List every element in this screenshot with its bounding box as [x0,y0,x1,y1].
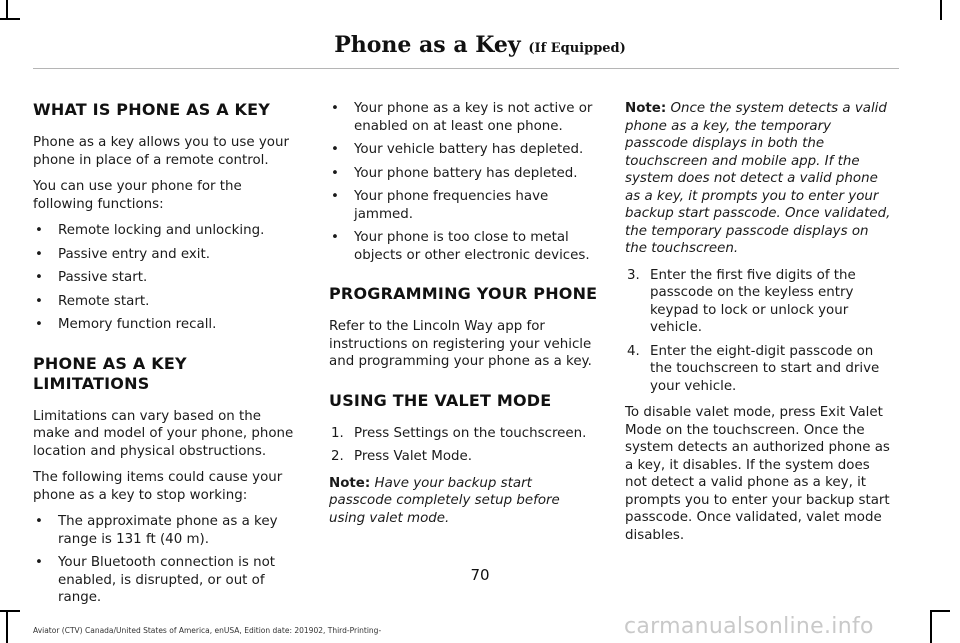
note-label: Note: [625,101,667,116]
watermark: carmanualsonline.info [624,614,874,639]
crop-mark-top-left-h [0,18,20,20]
footer-edition-info: Aviator (CTV) Canada/United States of America, enUSA, Edition date: 201902, Third-Printing- [33,626,382,635]
valet-steps-list [329,425,598,466]
list-item: • Your vehicle battery has depleted. [331,142,584,157]
column-middle [329,100,598,536]
functions-list [33,222,302,334]
crop-mark-top-right-v [940,0,942,20]
crop-mark-bottom-left-h [0,610,20,612]
crop-mark-top-left-v [6,0,8,20]
note [329,475,598,528]
list-item: • Your Bluetooth connection is not enabled, is disrupted, or out of range. [35,555,276,605]
valet-steps-list-continued [625,267,894,396]
paragraph: To disable valet mode, press Exit Valet Mode on the touchscreen. Once the system detects an authorized phone as a key, it disables. If the system does not detect a valid phone as a key, it prompts you to enter your backup start passcode. Once validated, valet mode disables. [625,405,890,543]
limitations-list [33,513,302,607]
header-divider [33,68,899,69]
section-heading-programming: PROGRAMMING YOUR PHONE [329,284,598,303]
crop-mark-bottom-left-v [6,610,8,643]
list-item: • Passive start. [35,270,148,285]
crop-mark-bottom-right-h [930,610,950,612]
list-item: • Passive entry and exit. [35,246,211,262]
section-heading-valet-mode: USING THE VALET MODE [329,390,552,410]
list-item: • Remote start. [35,293,150,309]
column-right [625,100,894,553]
paragraph: Limitations can vary based on the make and model of your phone, phone location and physical obstructions. [33,408,294,459]
page-title: Phone as a Key [334,32,521,58]
step-item: 1. Press Settings on the touchscreen. [331,425,587,441]
note-label: Note: [329,475,371,491]
section-heading-what-is: WHAT IS PHONE AS A KEY [33,100,271,119]
list-item: • Your phone is too close to metal objects or other electronic devices. [331,230,590,263]
section-heading-limitations: PHONE AS A KEY LIMITATIONS [33,353,187,393]
note-text: Once the system detects a valid phone as a key, the temporary passcode displays in both the touchscreen and mobile app. If the system does not detect a valid phone as a key, it prompts you to enter your backup start passcode. Once validated, the temporary passcode displays on the touchscreen. [625,101,891,256]
limitations-list-continued [329,100,598,264]
note [625,100,894,258]
step-item: 3. Enter the first five digits of the passcode on the keyless entry keypad to lock or unlock your vehicle. [627,267,856,335]
list-item: • Your phone battery has depleted. [331,165,578,181]
page-number: 70 [470,566,490,584]
page-header [0,32,960,58]
column-left [33,100,302,616]
list-item: • Your phone frequencies have jammed. [331,189,549,222]
paragraph: Phone as a key allows you to use your phone in place of a remote control. [33,135,289,168]
paragraph: Refer to the Lincoln Way app for instructions on registering your vehicle and programming your phone as a key. [329,319,592,369]
page-title-qualifier: (If Equipped) [528,41,626,56]
list-item: • Your phone as a key is not active or enabled on at least one phone. [331,101,593,134]
list-item: • Remote locking and unlocking. [35,223,265,238]
paragraph: You can use your phone for the following functions: [33,179,242,212]
note-text: Have your backup start passcode completely setup before using valet mode. [329,475,560,526]
crop-mark-bottom-right-v [930,610,932,643]
list-item: • The approximate phone as a key range is 131 ft (40 m). [35,514,278,547]
list-item: • Memory function recall. [35,317,217,332]
step-item: 2. Press Valet Mode. [331,449,473,464]
paragraph: The following items could cause your phone as a key to stop working: [33,470,283,503]
step-item: 4. Enter the eight-digit passcode on the touchscreen to start and drive your vehicle. [627,343,880,394]
